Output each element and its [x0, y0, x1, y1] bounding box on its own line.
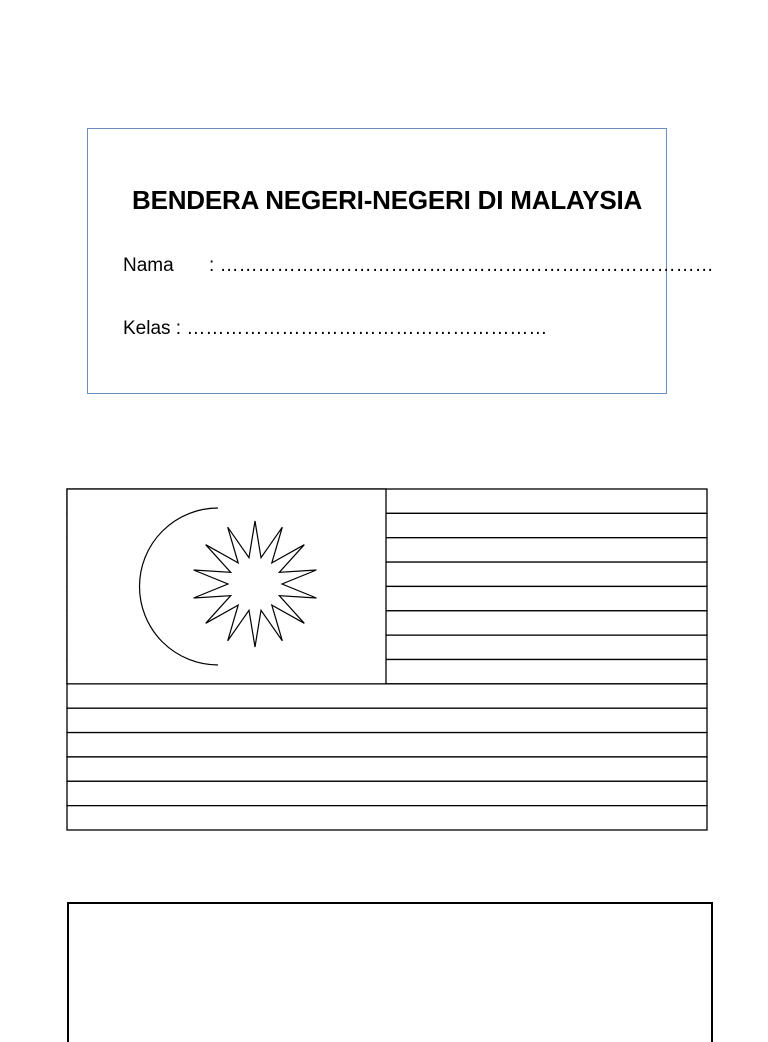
flag-stripe — [67, 781, 707, 805]
malaysia-flag-outline — [66, 488, 708, 832]
worksheet-header-box — [87, 128, 714, 394]
worksheet-title: BENDERA NEGERI-NEGERI DI MALAYSIA — [132, 185, 643, 215]
flag-stripe — [67, 733, 707, 757]
nama-blank-line[interactable]: …………………………………………………………………… — [219, 255, 714, 276]
nama-colon: : — [209, 255, 215, 276]
nama-label: Nama — [123, 255, 174, 276]
kelas-field-row — [123, 318, 547, 340]
flag-stripe — [67, 757, 707, 781]
flag-stripe — [67, 684, 707, 708]
kelas-blank-line[interactable]: ………………………………………………… — [186, 318, 548, 339]
flag-stripe — [67, 806, 707, 830]
next-flag-box — [67, 902, 713, 1042]
kelas-label: Kelas : — [123, 318, 182, 339]
nama-field-row — [123, 255, 714, 277]
flag-stripe — [67, 708, 707, 732]
